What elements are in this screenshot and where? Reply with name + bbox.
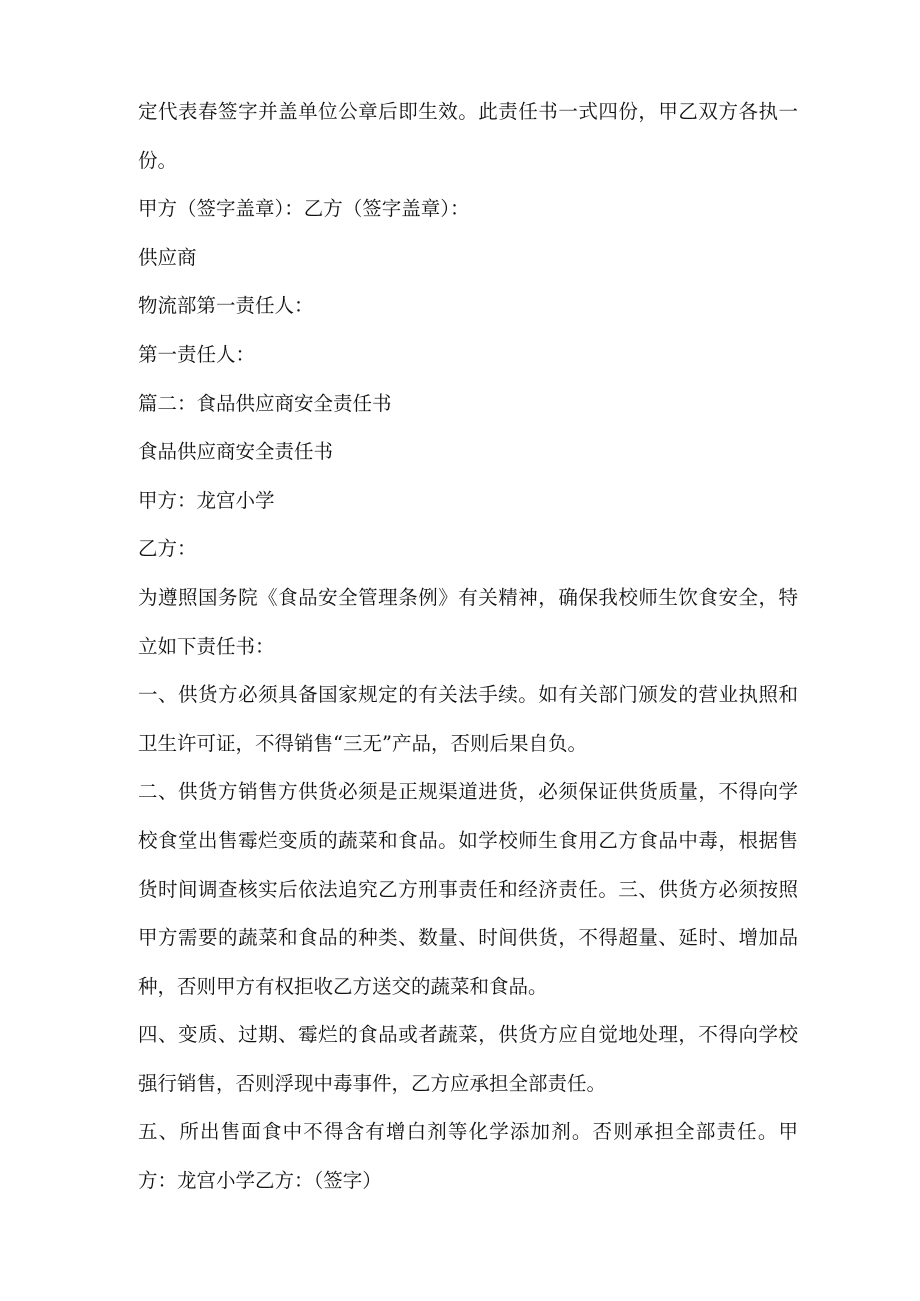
paragraph-preamble: 为遵照国务院《食品安全管理条例》有关精神，确保我校师生饮食安全，特立如下责任书： [138,585,798,658]
party-b-line: 乙方： [138,537,197,561]
paragraph-first-responsible: 第一责任人： [138,342,256,366]
clause-two-three: 二、供货方销售方供货必须是正规渠道进货，必须保证供货质量，不得向学校食堂出售霉烂变质的蔬菜和食品。如学校师生食用乙方食品中毒，根据售货时间调查核实后依法追究乙方刑事责任和经济责任。三、供货方必须按照甲方需要的蔬菜和食品的种类、数量、时间供货，不得超量、延时、增加品种，否则甲方有权拒收乙方送交的蔬菜和食品。 [138,780,798,998]
clause-one: 一、供货方必须具备国家规定的有关法手续。如有关部门颁发的营业执照和卫生许可证，不得销售“三无”产品，否则后果自负。 [138,683,798,755]
document-page [138,88,798,1206]
party-a-line: 甲方：龙宫小学 [138,488,275,512]
paragraph-supplier-label: 供应商 [138,245,197,269]
paragraph-signature-parties: 甲方（签字盖章）：乙方（签字盖章）： [138,197,470,221]
section-heading-part-two: 篇二：食品供应商安全责任书 [138,391,392,415]
clause-four: 四、变质、过期、霉烂的食品或者蔬菜，供货方应自觉地处理，不得向学校强行销售，否则浮现中毒事件，乙方应承担全部责任。 [138,1023,798,1095]
clause-five: 五、所出售面食中不得含有增白剂等化学添加剂。否则承担全部责任。甲方：龙宫小学乙方：（签字） [138,1120,798,1193]
paragraph-logistics-responsible: 物流部第一责任人： [138,294,314,318]
document-title: 食品供应商安全责任书 [138,440,334,464]
paragraph-effectiveness-clause: 定代表春签字并盖单位公章后即生效。此责任书一式四份，甲乙双方各执一份。 [138,100,798,172]
